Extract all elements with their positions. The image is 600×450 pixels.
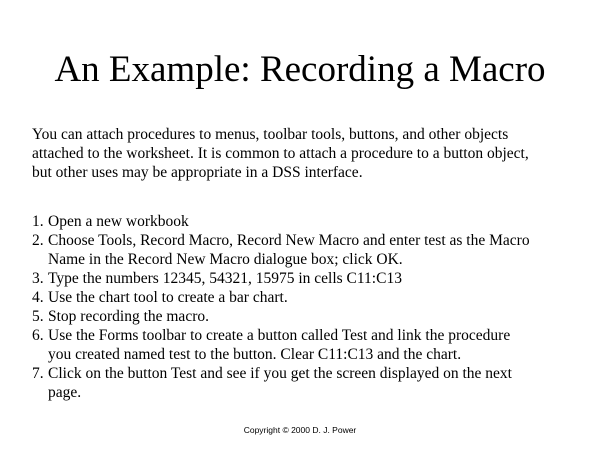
step-text: Choose Tools, Record Macro, Record New Macro and enter test as the Macro: [48, 232, 530, 249]
step-item: [32, 307, 592, 326]
steps-list: [32, 212, 592, 402]
step-item: [32, 212, 592, 231]
step-text-continued: you created named test to the button. Clear C11:C13 and the chart.: [48, 346, 462, 363]
step-number: 3.: [32, 270, 44, 287]
step-item: [32, 231, 592, 269]
step-number: 5.: [32, 308, 44, 325]
step-text: Use the chart tool to create a bar chart.: [48, 289, 288, 306]
step-item: [32, 364, 592, 402]
step-text: Use the Forms toolbar to create a button called Test and link the procedure: [48, 327, 511, 344]
step-text: Type the numbers 12345, 54321, 15975 in cells C11:C13: [48, 270, 402, 287]
intro-line: attached to the worksheet. It is common to attach a procedure to a button object,: [32, 145, 529, 162]
step-text: Open a new workbook: [48, 213, 189, 230]
step-number: 1.: [32, 213, 44, 230]
slide-title: An Example: Recording a Macro: [54, 49, 546, 90]
intro-line: You can attach procedures to menus, toolbar tools, buttons, and other objects: [32, 126, 509, 143]
step-text: Click on the button Test and see if you get the screen displayed on the next: [48, 365, 512, 382]
step-item: [32, 326, 592, 364]
step-number: 7.: [32, 365, 44, 382]
step-item: [32, 269, 592, 288]
step-number: 2.: [32, 232, 44, 249]
intro-line: but other uses may be appropriate in a DSS interface.: [32, 164, 363, 181]
intro-paragraph: [32, 125, 592, 182]
step-item: [32, 288, 592, 307]
step-text-continued: page.: [48, 384, 82, 401]
step-number: 6.: [32, 327, 44, 344]
step-text: Stop recording the macro.: [48, 308, 209, 325]
step-number: 4.: [32, 289, 44, 306]
copyright-footer: Copyright © 2000 D. J. Power: [243, 425, 357, 435]
step-text-continued: Name in the Record New Macro dialogue box; click OK.: [48, 251, 403, 268]
